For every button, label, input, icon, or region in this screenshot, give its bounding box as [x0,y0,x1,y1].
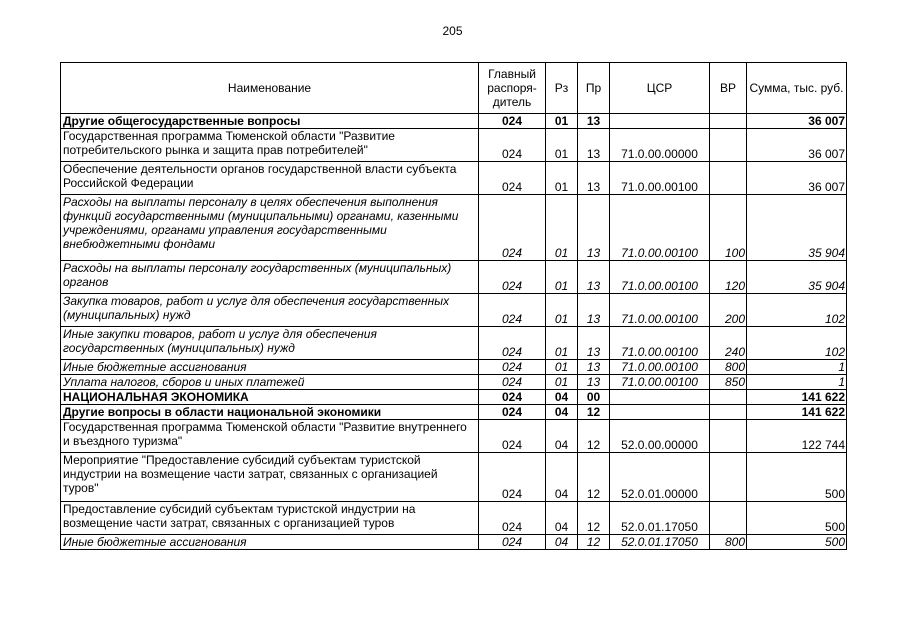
cell-admin: 024 [479,162,546,195]
cell-pr: 12 [578,405,610,420]
cell-sum: 141 622 [747,390,847,405]
cell-pr: 13 [578,195,610,261]
cell-pr: 00 [578,390,610,405]
cell-rz: 01 [546,327,578,360]
header-sum: Сумма, тыс. руб. [747,63,847,114]
cell-admin: 024 [479,327,546,360]
cell-rz: 04 [546,502,578,535]
cell-name: Мероприятие "Предоставление субсидий субъектам туристской индустрии на возмещение части затрат, связанных с организацией туров" [61,453,479,502]
cell-csr: 71.0.00.00100 [610,294,710,327]
cell-name: Предоставление субсидий субъектам туристской индустрии на возмещение части затрат, связанных с организацией туров [61,502,479,535]
cell-pr: 13 [578,294,610,327]
cell-vr [710,405,747,420]
cell-name: Другие вопросы в области национальной экономики [61,405,479,420]
cell-name: Закупка товаров, работ и услуг для обеспечения государственных (муниципальных) нужд [61,294,479,327]
table-row [61,129,847,162]
cell-vr [710,114,747,129]
cell-csr: 71.0.00.00100 [610,360,710,375]
cell-name: Государственная программа Тюменской области "Развитие внутреннего и въездного туризма" [61,420,479,453]
cell-pr: 13 [578,360,610,375]
cell-csr: 71.0.00.00100 [610,195,710,261]
cell-pr: 13 [578,162,610,195]
cell-name: Расходы на выплаты персоналу в целях обеспечения выполнения функций государственными (муниципальными) органами, казенными учреждениями, органами управления государственными внебюджетными фондами [61,195,479,261]
header-admin: Главный распоря-дитель [479,63,546,114]
cell-csr [610,114,710,129]
table-row [61,261,847,294]
cell-name: Иные бюджетные ассигнования [61,535,479,550]
header-pr: Пр [578,63,610,114]
cell-rz: 04 [546,453,578,502]
table-row [61,420,847,453]
cell-pr: 12 [578,420,610,453]
table-row [61,535,847,550]
cell-rz: 04 [546,405,578,420]
cell-pr: 13 [578,375,610,390]
header-name: Наименование [61,63,479,114]
table-body [61,114,847,550]
cell-admin: 024 [479,390,546,405]
page-number: 205 [442,24,463,38]
cell-admin: 024 [479,114,546,129]
cell-sum: 35 904 [747,261,847,294]
cell-name: Обеспечение деятельности органов государственной власти субъекта Российской Федерации [61,162,479,195]
cell-rz: 01 [546,129,578,162]
cell-csr: 52.0.00.00000 [610,420,710,453]
cell-rz: 04 [546,535,578,550]
cell-vr [710,453,747,502]
cell-csr: 52.0.01.00000 [610,453,710,502]
cell-admin: 024 [479,375,546,390]
cell-sum: 36 007 [747,162,847,195]
header-csr: ЦСР [610,63,710,114]
cell-csr: 71.0.00.00000 [610,129,710,162]
cell-pr: 12 [578,535,610,550]
cell-pr: 13 [578,114,610,129]
cell-vr [710,390,747,405]
cell-pr: 12 [578,502,610,535]
cell-csr: 52.0.01.17050 [610,535,710,550]
table-row [61,195,847,261]
cell-name: Другие общегосударственные вопросы [61,114,479,129]
table-row [61,405,847,420]
cell-rz: 04 [546,420,578,453]
cell-csr: 52.0.01.17050 [610,502,710,535]
cell-admin: 024 [479,420,546,453]
cell-vr: 240 [710,327,747,360]
table-row [61,294,847,327]
table-row [61,390,847,405]
cell-name: Расходы на выплаты персоналу государственных (муниципальных) органов [61,261,479,294]
cell-csr: 71.0.00.00100 [610,162,710,195]
table-row [61,327,847,360]
table-row [61,502,847,535]
cell-sum: 122 744 [747,420,847,453]
cell-rz: 01 [546,114,578,129]
cell-vr: 200 [710,294,747,327]
cell-csr: 71.0.00.00100 [610,327,710,360]
cell-name: Иные бюджетные ассигнования [61,360,479,375]
cell-sum: 141 622 [747,405,847,420]
cell-sum: 1 [747,375,847,390]
cell-vr: 120 [710,261,747,294]
header-row [61,63,847,114]
cell-vr [710,502,747,535]
cell-pr: 13 [578,129,610,162]
cell-admin: 024 [479,405,546,420]
cell-vr: 850 [710,375,747,390]
cell-csr [610,390,710,405]
cell-sum: 35 904 [747,195,847,261]
cell-sum: 500 [747,453,847,502]
cell-vr [710,129,747,162]
cell-admin: 024 [479,502,546,535]
cell-pr: 13 [578,327,610,360]
cell-name: НАЦИОНАЛЬНАЯ ЭКОНОМИКА [61,390,479,405]
cell-sum: 102 [747,327,847,360]
header-rz: Рз [546,63,578,114]
cell-name: Государственная программа Тюменской области "Развитие потребительского рынка и защита прав потребителей" [61,129,479,162]
cell-csr: 71.0.00.00100 [610,261,710,294]
cell-vr [710,162,747,195]
table-row [61,375,847,390]
cell-pr: 13 [578,261,610,294]
table-row [61,114,847,129]
cell-admin: 024 [479,195,546,261]
cell-vr: 100 [710,195,747,261]
cell-admin: 024 [479,261,546,294]
cell-vr [710,420,747,453]
cell-sum: 36 007 [747,114,847,129]
cell-pr: 12 [578,453,610,502]
table-row [61,360,847,375]
cell-sum: 500 [747,535,847,550]
cell-admin: 024 [479,360,546,375]
cell-rz: 04 [546,390,578,405]
header-vr: ВР [710,63,747,114]
cell-csr: 71.0.00.00100 [610,375,710,390]
cell-rz: 01 [546,195,578,261]
cell-rz: 01 [546,294,578,327]
cell-rz: 01 [546,162,578,195]
cell-rz: 01 [546,375,578,390]
cell-admin: 024 [479,294,546,327]
cell-vr: 800 [710,535,747,550]
cell-sum: 36 007 [747,129,847,162]
cell-name: Иные закупки товаров, работ и услуг для обеспечения государственных (муниципальных) нужд [61,327,479,360]
cell-admin: 024 [479,453,546,502]
cell-admin: 024 [479,129,546,162]
budget-table [60,62,847,550]
cell-sum: 1 [747,360,847,375]
table-row [61,162,847,195]
cell-admin: 024 [479,535,546,550]
cell-rz: 01 [546,360,578,375]
table-row [61,453,847,502]
cell-sum: 102 [747,294,847,327]
cell-csr [610,405,710,420]
cell-rz: 01 [546,261,578,294]
cell-name: Уплата налогов, сборов и иных платежей [61,375,479,390]
cell-sum: 500 [747,502,847,535]
cell-vr: 800 [710,360,747,375]
